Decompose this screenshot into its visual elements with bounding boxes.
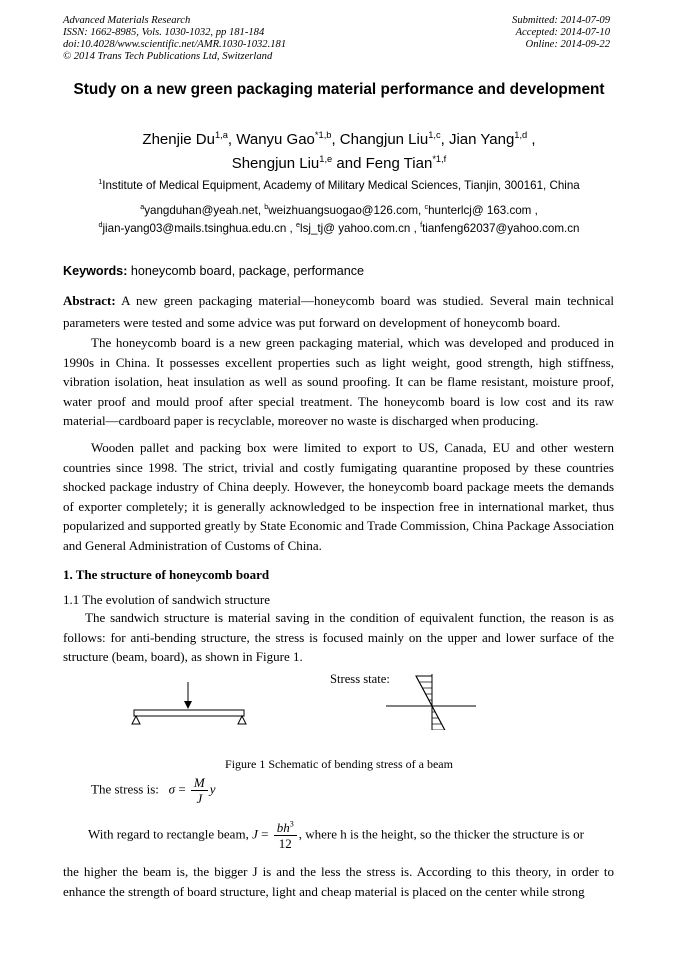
subsection-heading: 1.1 The evolution of sandwich structure [63,592,270,607]
figure-caption: Figure 1 Schematic of bending stress of a beam [225,757,453,771]
author-name: Zhenjie Du [142,131,215,148]
paragraph-3: The sandwich structure is material saving in the condition of equivalent function, the reason is as follows: for anti-bending structure, the stress is focused mainly on the upper and lower surface of the structure (beam, board), as shown in Figure 1. [63,610,614,664]
online-date: Online: 2014-09-22 [525,39,610,50]
issn-line: ISSN: 1662-8985, Vols. 1030-1032, pp 181-184 [63,27,265,38]
email-link[interactable]: yangduhan@yeah.net, [144,204,262,217]
abstract: Abstract: A new green packaging material—honeycomb board was studied. Several main technical parameters were tested and some advice was put forward on development of honeycomb board. [63,293,614,330]
beam-diagram [132,682,246,724]
author-name: Wanyu Gao [236,131,315,148]
email-link[interactable]: weizhuangsuogao@126.com, [268,204,422,217]
stress-formula: The stress is: σ = $\frac{M}{J}$ y [91,775,216,806]
copyright-line: © 2014 Trans Tech Publications Ltd, Switzerland [63,51,273,62]
author-line-2: Shengjun Liu$^{1,e}$ and Feng Tian$^{*1,f}$ [231,154,447,172]
email-link[interactable]: jian-yang03@mails.tsinghua.edu.cn , [102,222,293,235]
email-link[interactable]: hunterlcj@ 163.com , [428,204,538,217]
paragraph-1: The honeycomb board is a new green packaging material, which was developed and produced in 1990s in China. It possesses excellent properties such as light weight, good strength, high stiffness, vibration isolation, heat insulation as well as sound proofing. It can be flame resistant, moisture proof, water proof and mould proof after special treatment. The honeycomb board is low cost and its raw material—cardboard paper is recyclable, moreover no waste is discharged when producing. [63,335,614,428]
stress-distribution-diagram [386,674,476,730]
stress-state-label: Stress state: [330,672,390,686]
paragraph-4: the higher the beam is, the bigger J is and the less the stress is. According to this theory, in order to enhance the strength of board structure, light and cheap material is placed on the center while strong [63,864,614,899]
author-name: Feng Tian [365,155,433,172]
accepted-date: Accepted: 2014-07-10 [515,27,610,38]
author-name: Jian Yang [448,131,515,148]
submitted-date: Submitted: 2014-07-09 [512,15,610,26]
email-link[interactable]: lsj_tj@ yahoo.com.cn , [300,222,417,235]
beam-stress-figure [124,670,504,730]
affiliation: $^1$Institute of Medical Equipment, Academy of Military Medical Sciences, Tianjin, 300161, China [98,177,580,192]
emails-line-2: $^d$jian-yang03@mails.tsinghua.edu.cn , $^e$lsj_tj@ yahoo.com.cn , $^f$tianfeng62037@yahoo.com.cn [98,220,580,235]
section-heading: 1. The structure of honeycomb board [63,567,270,582]
author-name: Changjun Liu [339,131,429,148]
paragraph-2: Wooden pallet and packing box were limited to export to US, Canada, EU and other western countries since 1998. The strict, trivial and costly fumigating quarantine proposed by these countries shocked package industry of China deeply. However, the honeycomb board package meets the demands of exporter completely; it is generally acknowledged to be inspection free in international market, thus popularized and supported greatly by State Economic and Trade Commission, China Package Association and General Administration of Customs of China. [63,440,614,553]
author-conjunction: and [336,155,362,172]
author-name: Shengjun Liu [231,155,320,172]
email-link[interactable]: tianfeng62037@yahoo.com.cn [422,222,580,235]
journal-name: Advanced Materials Research [63,15,191,26]
keywords: Keywords: honeycomb board, package, performance [63,264,365,278]
paper-title: Study on a new green packaging material performance and development [73,81,605,98]
emails-line-1: $^a$yangduhan@yeah.net, $^b$weizhuangsuogao@126.com, $^c$hunterlcj@ 163.com , [140,202,538,217]
submission-dates [512,15,610,51]
journal-info [63,15,286,63]
doi-line: doi:10.4028/www.scientific.net/AMR.1030-1032.181 [63,39,287,50]
moment-of-inertia-formula: With regard to rectangle beam, J = $\frac{bh^3}{12}$ , where h is the height, so the thicker the structure is or [88,819,584,851]
author-line-1: Zhenjie Du$^{1,a}$, Wanyu Gao$^{*1,b}$, Changjun Liu$^{1,c}$, Jian Yang$^{1,d}$ , [142,130,536,148]
